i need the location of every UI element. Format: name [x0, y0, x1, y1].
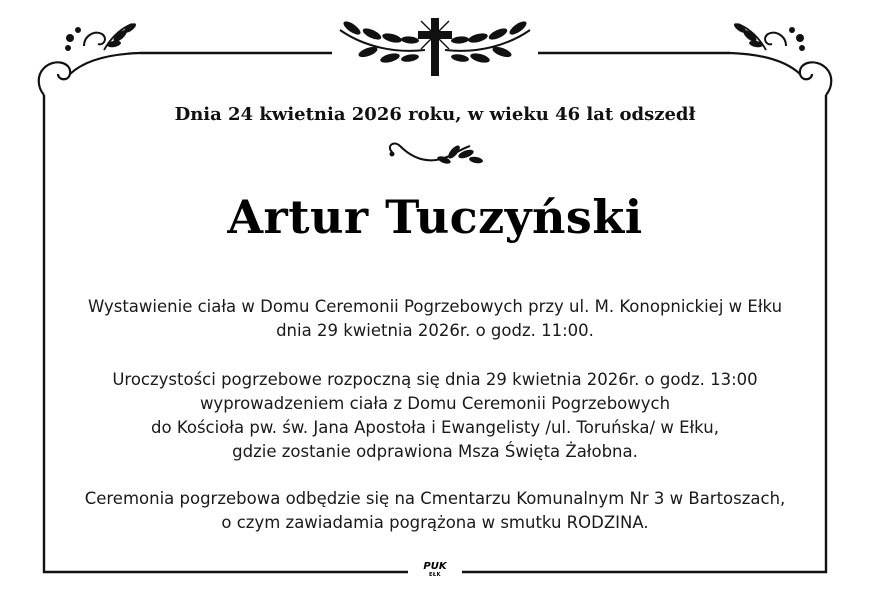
- logo-sub-text: EŁK: [428, 572, 441, 578]
- burial-line: o czym zawiadamia pogrążona w smutku RODZINA.: [221, 513, 649, 532]
- burial-line: Ceremonia pogrzebowa odbędzie się na Cmentarzu Komunalnym Nr 3 w Bartoszach,: [84, 489, 786, 508]
- viewing-line: dnia 29 kwietnia 2026r. o godz. 11:00.: [276, 321, 594, 340]
- viewing-paragraph: [0, 295, 870, 343]
- logo-main-text: PUK: [423, 561, 447, 572]
- ceremony-line: gdzie zostanie odprawiona Msza Święta Żałobna.: [232, 442, 638, 461]
- vine-divider-icon: [390, 144, 484, 166]
- floral-corner-right-icon: [730, 22, 831, 95]
- floral-corner-left-icon: [39, 22, 140, 95]
- ceremony-paragraph: [0, 368, 870, 464]
- ceremony-line: Uroczystości pogrzebowe rozpoczną się dnia 29 kwietnia 2026r. o godz. 13:00: [112, 370, 758, 389]
- ceremony-line: do Kościoła pw. św. Jana Apostoła i Ewangelisty /ul. Toruńska/ w Ełku,: [151, 418, 719, 437]
- viewing-line: Wystawienie ciała w Domu Ceremonii Pogrzebowych przy ul. M. Konopnickiej w Ełku: [87, 297, 783, 316]
- cross-with-laurel-icon: [340, 18, 530, 76]
- deceased-name: Artur Tuczyński: [227, 190, 643, 244]
- company-logo: [410, 562, 460, 578]
- death-announcement-heading: Dnia 24 kwietnia 2026 roku, w wieku 46 lat odszedł: [174, 104, 696, 125]
- burial-paragraph: [0, 487, 870, 535]
- ceremony-line: wyprowadzeniem ciała z Domu Ceremonii Pogrzebowych: [199, 394, 671, 413]
